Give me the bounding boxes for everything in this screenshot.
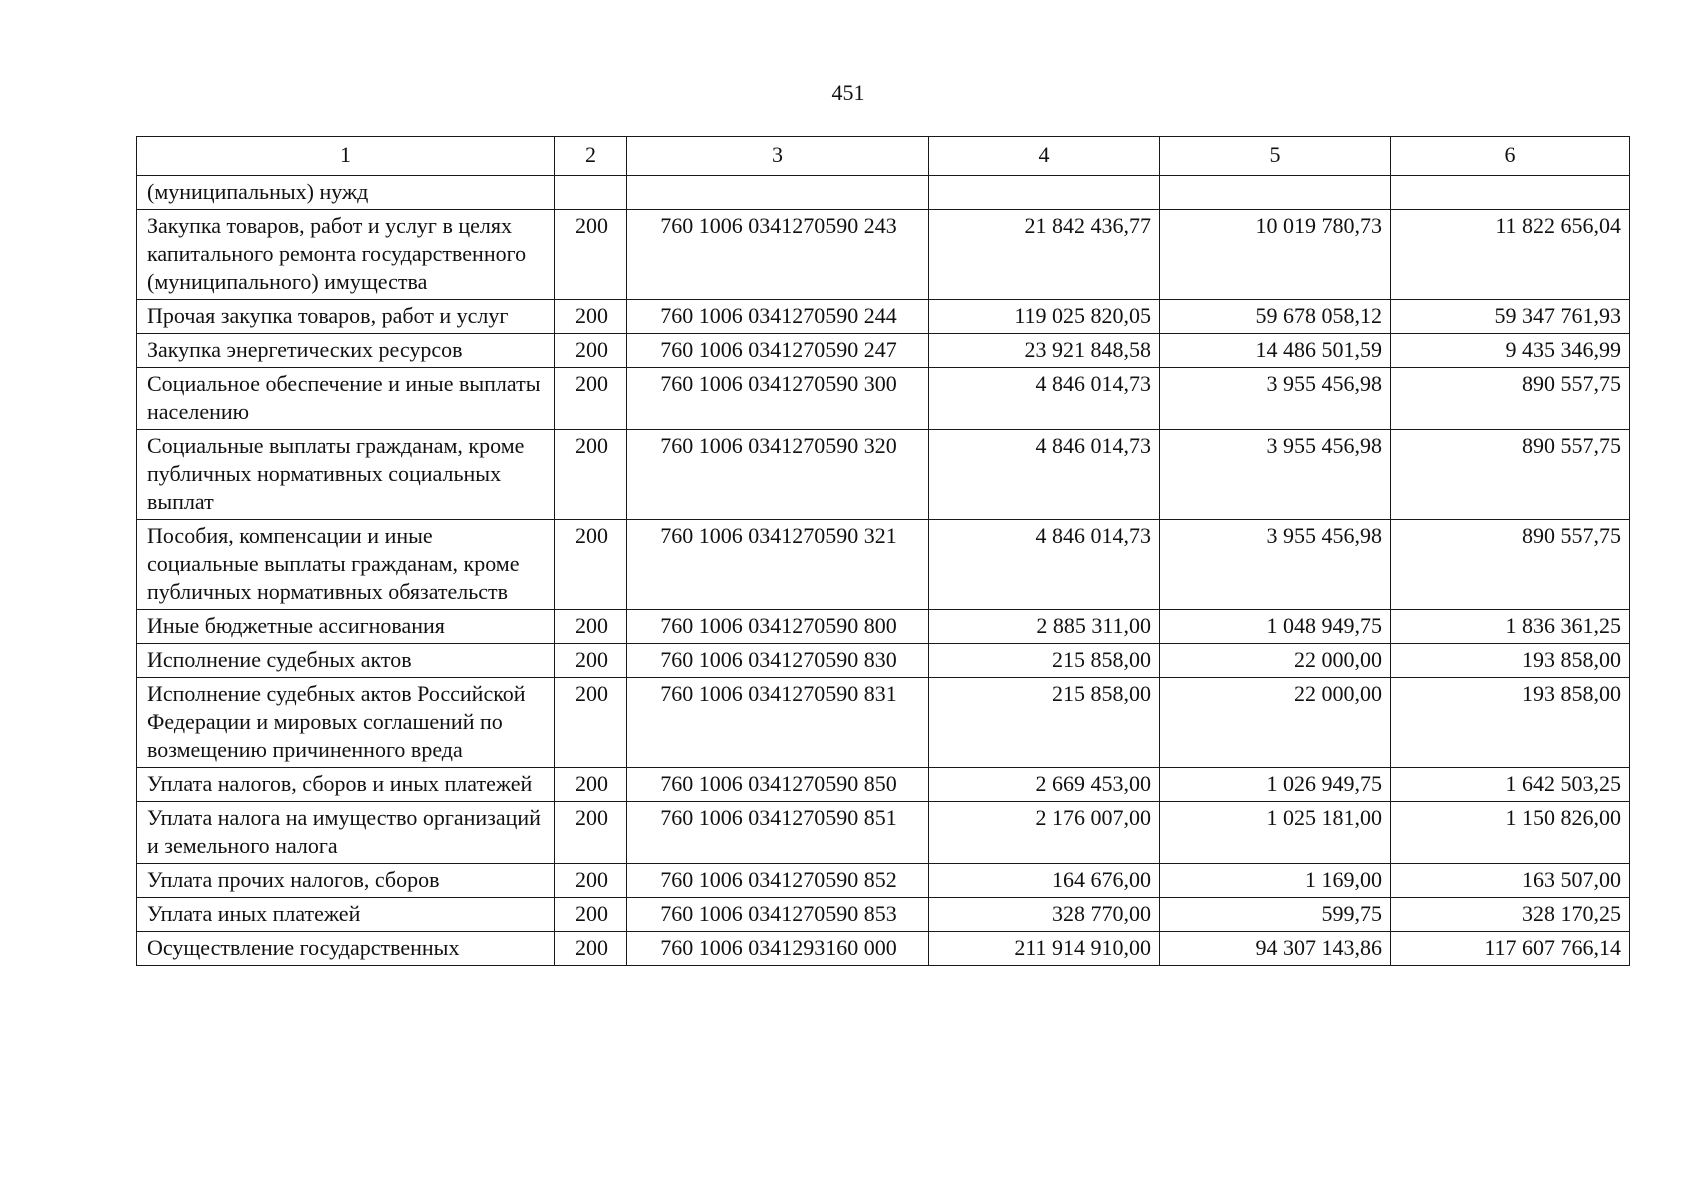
table-row <box>137 176 1630 210</box>
column-2-value-cell: 200 <box>555 898 627 932</box>
amount-column-6-cell: 1 836 361,25 <box>1391 610 1630 644</box>
amount-column-5-cell: 1 048 949,75 <box>1160 610 1391 644</box>
amount-column-4-cell: 23 921 848,58 <box>929 334 1160 368</box>
column-2-value-cell: 200 <box>555 610 627 644</box>
budget-code-cell: 760 1006 0341293160 000 <box>627 932 929 966</box>
budget-code-cell: 760 1006 0341270590 830 <box>627 644 929 678</box>
amount-column-5-cell: 1 025 181,00 <box>1160 802 1391 864</box>
amount-column-6-cell: 890 557,75 <box>1391 368 1630 430</box>
column-2-value-cell: 200 <box>555 300 627 334</box>
table-row <box>137 368 1630 430</box>
amount-column-4-cell: 328 770,00 <box>929 898 1160 932</box>
column-2-value-cell: 200 <box>555 334 627 368</box>
table-row <box>137 334 1630 368</box>
budget-code-cell: 760 1006 0341270590 831 <box>627 678 929 768</box>
expense-name-cell: Иные бюджетные ассигнования <box>137 610 555 644</box>
table-row <box>137 678 1630 768</box>
column-header-2: 2 <box>555 137 627 176</box>
amount-column-5-cell: 3 955 456,98 <box>1160 520 1391 610</box>
amount-column-4-cell: 215 858,00 <box>929 644 1160 678</box>
budget-code-cell: 760 1006 0341270590 851 <box>627 802 929 864</box>
amount-column-5-cell: 1 026 949,75 <box>1160 768 1391 802</box>
amount-column-6-cell: 59 347 761,93 <box>1391 300 1630 334</box>
amount-column-5-cell: 22 000,00 <box>1160 644 1391 678</box>
amount-column-6-cell: 193 858,00 <box>1391 678 1630 768</box>
table-row <box>137 430 1630 520</box>
column-2-value-cell: 200 <box>555 802 627 864</box>
amount-column-4-cell <box>929 176 1160 210</box>
page-number: 451 <box>831 80 865 105</box>
amount-column-6-cell: 11 822 656,04 <box>1391 210 1630 300</box>
amount-column-6-cell: 1 642 503,25 <box>1391 768 1630 802</box>
expense-name-cell: Уплата прочих налогов, сборов <box>137 864 555 898</box>
expense-name-cell: (муниципальных) нужд <box>137 176 555 210</box>
amount-column-5-cell: 22 000,00 <box>1160 678 1391 768</box>
table-row <box>137 644 1630 678</box>
expense-name-cell: Уплата иных платежей <box>137 898 555 932</box>
column-2-value-cell: 200 <box>555 210 627 300</box>
amount-column-4-cell: 4 846 014,73 <box>929 430 1160 520</box>
table-row <box>137 802 1630 864</box>
amount-column-4-cell: 2 176 007,00 <box>929 802 1160 864</box>
column-2-value-cell: 200 <box>555 520 627 610</box>
expense-name-cell: Прочая закупка товаров, работ и услуг <box>137 300 555 334</box>
table-row <box>137 610 1630 644</box>
table-row <box>137 932 1630 966</box>
budget-table <box>136 136 1630 966</box>
amount-column-4-cell: 4 846 014,73 <box>929 520 1160 610</box>
amount-column-5-cell: 3 955 456,98 <box>1160 368 1391 430</box>
amount-column-5-cell: 10 019 780,73 <box>1160 210 1391 300</box>
amount-column-6-cell: 328 170,25 <box>1391 898 1630 932</box>
expense-name-cell: Исполнение судебных актов <box>137 644 555 678</box>
budget-code-cell: 760 1006 0341270590 850 <box>627 768 929 802</box>
budget-code-cell: 760 1006 0341270590 243 <box>627 210 929 300</box>
amount-column-4-cell: 215 858,00 <box>929 678 1160 768</box>
column-2-value-cell: 200 <box>555 864 627 898</box>
amount-column-5-cell: 3 955 456,98 <box>1160 430 1391 520</box>
column-2-value-cell: 200 <box>555 932 627 966</box>
column-2-value-cell: 200 <box>555 768 627 802</box>
table-body <box>137 176 1630 966</box>
expense-name-cell: Социальное обеспечение и иные выплаты населению <box>137 368 555 430</box>
amount-column-6-cell: 890 557,75 <box>1391 520 1630 610</box>
budget-code-cell: 760 1006 0341270590 321 <box>627 520 929 610</box>
budget-code-cell: 760 1006 0341270590 320 <box>627 430 929 520</box>
amount-column-4-cell: 2 885 311,00 <box>929 610 1160 644</box>
budget-code-cell: 760 1006 0341270590 300 <box>627 368 929 430</box>
amount-column-5-cell: 59 678 058,12 <box>1160 300 1391 334</box>
table-row <box>137 864 1630 898</box>
column-2-value-cell: 200 <box>555 678 627 768</box>
column-header-4: 4 <box>929 137 1160 176</box>
budget-code-cell: 760 1006 0341270590 800 <box>627 610 929 644</box>
amount-column-6-cell: 890 557,75 <box>1391 430 1630 520</box>
budget-code-cell: 760 1006 0341270590 853 <box>627 898 929 932</box>
budget-code-cell: 760 1006 0341270590 244 <box>627 300 929 334</box>
expense-name-cell: Уплата налога на имущество организаций и земельного налога <box>137 802 555 864</box>
expense-name-cell: Осуществление государственных <box>137 932 555 966</box>
amount-column-6-cell <box>1391 176 1630 210</box>
expense-name-cell: Уплата налогов, сборов и иных платежей <box>137 768 555 802</box>
table-row <box>137 210 1630 300</box>
amount-column-5-cell: 1 169,00 <box>1160 864 1391 898</box>
column-2-value-cell <box>555 176 627 210</box>
expense-name-cell: Исполнение судебных актов Российской Федерации и мировых соглашений по возмещению причиненного вреда <box>137 678 555 768</box>
expense-name-cell: Закупка энергетических ресурсов <box>137 334 555 368</box>
amount-column-5-cell: 599,75 <box>1160 898 1391 932</box>
budget-code-cell <box>627 176 929 210</box>
column-2-value-cell: 200 <box>555 644 627 678</box>
expense-name-cell: Социальные выплаты гражданам, кроме публичных нормативных социальных выплат <box>137 430 555 520</box>
column-header-1: 1 <box>137 137 555 176</box>
amount-column-6-cell: 9 435 346,99 <box>1391 334 1630 368</box>
column-2-value-cell: 200 <box>555 430 627 520</box>
expense-name-cell: Закупка товаров, работ и услуг в целях капитального ремонта государственного (муниципального) имущества <box>137 210 555 300</box>
expense-name-cell: Пособия, компенсации и иные социальные выплаты гражданам, кроме публичных нормативных обязательств <box>137 520 555 610</box>
amount-column-4-cell: 2 669 453,00 <box>929 768 1160 802</box>
amount-column-5-cell: 14 486 501,59 <box>1160 334 1391 368</box>
amount-column-6-cell: 1 150 826,00 <box>1391 802 1630 864</box>
amount-column-6-cell: 193 858,00 <box>1391 644 1630 678</box>
amount-column-4-cell: 4 846 014,73 <box>929 368 1160 430</box>
amount-column-4-cell: 21 842 436,77 <box>929 210 1160 300</box>
column-header-5: 5 <box>1160 137 1391 176</box>
amount-column-6-cell: 163 507,00 <box>1391 864 1630 898</box>
table-row <box>137 768 1630 802</box>
column-2-value-cell: 200 <box>555 368 627 430</box>
table-row <box>137 520 1630 610</box>
column-header-3: 3 <box>627 137 929 176</box>
amount-column-5-cell <box>1160 176 1391 210</box>
table-row <box>137 300 1630 334</box>
amount-column-4-cell: 164 676,00 <box>929 864 1160 898</box>
budget-code-cell: 760 1006 0341270590 852 <box>627 864 929 898</box>
amount-column-5-cell: 94 307 143,86 <box>1160 932 1391 966</box>
budget-code-cell: 760 1006 0341270590 247 <box>627 334 929 368</box>
column-number-header-row <box>137 137 1630 176</box>
amount-column-6-cell: 117 607 766,14 <box>1391 932 1630 966</box>
table-row <box>137 898 1630 932</box>
column-header-6: 6 <box>1391 137 1630 176</box>
amount-column-4-cell: 211 914 910,00 <box>929 932 1160 966</box>
amount-column-4-cell: 119 025 820,05 <box>929 300 1160 334</box>
